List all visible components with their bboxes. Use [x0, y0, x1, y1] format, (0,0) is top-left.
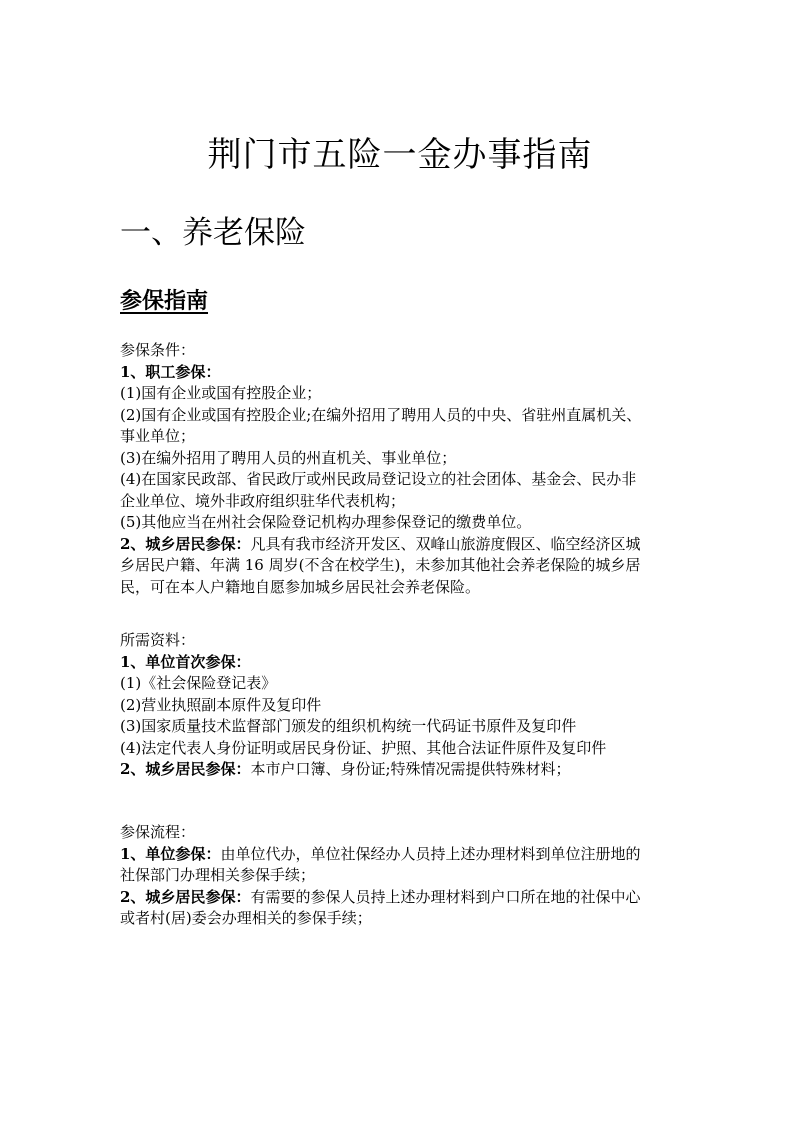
resident-enrollment-label: 2、城乡居民参保： [120, 534, 251, 553]
unit-first-enrollment-label: 1、单位首次参保： [120, 652, 251, 671]
conditions-section [120, 340, 685, 598]
resident-condition-text-3: 民，可在本人户籍地自愿参加城乡居民社会养老保险。 [120, 577, 481, 596]
resident-process-line-1 [120, 887, 685, 909]
unit-process-line-1 [120, 844, 685, 866]
material-item-3: (3)国家质量技术监督部门颁发的组织机构统一代码证书原件及复印件 [120, 717, 577, 735]
unit-process-text-2: 社保部门办理相关参保手续； [120, 866, 316, 884]
resident-condition-line-1 [120, 534, 685, 556]
condition-item-2: (2)国有企业或国有控股企业;在编外招用了聘用人员的中央、省驻州直属机关、 [120, 405, 642, 424]
resident-process-text-2: 或者村(居)委会办理相关的参保手续； [120, 909, 372, 927]
resident-materials-line [120, 759, 685, 781]
material-item-4: (4)法定代表人身份证明或居民身份证、护照、其他合法证件原件及复印件 [120, 738, 607, 757]
subheading-enrollment-guide: 参保指南 [120, 288, 209, 314]
condition-item-5: (5)其他应当在州社会保险登记机构办理参保登记的缴费单位。 [120, 513, 532, 531]
condition-item-2-cont: 事业单位； [120, 427, 196, 445]
section-heading-pension: 一、养老保险 [120, 215, 306, 251]
process-heading: 参保流程： [120, 823, 196, 841]
resident-process-text-1: 有需要的参保人员持上述办理材料到户口所在地的社保中心 [250, 887, 641, 906]
condition-item-3: (3)在编外招用了聘用人员的州直机关、事业单位； [120, 448, 457, 467]
document-title: 荆门市五险一金办事指南 [207, 135, 593, 175]
materials-section [120, 630, 685, 781]
condition-item-1: (1)国有企业或国有控股企业； [120, 384, 322, 402]
unit-process-text-1: 由单位代办，单位社保经办人员持上述办理材料到单位注册地的 [220, 844, 641, 863]
employee-enrollment-label: 1、职工参保： [120, 362, 221, 381]
resident-process-label: 2、城乡居民参保： [120, 887, 251, 906]
condition-item-4-cont: 企业单位、境外非政府组织驻华代表机构； [120, 491, 406, 510]
material-item-1: (1)《社会保险登记表》 [120, 674, 277, 692]
conditions-heading: 参保条件： [120, 341, 196, 359]
resident-materials-text: 本市户口簿、身份证;特殊情况需提供特殊材料； [250, 760, 571, 778]
material-item-2: (2)营业执照副本原件及复印件 [120, 695, 322, 714]
condition-item-4: (4)在国家民政部、省民政厅或州民政局登记设立的社会团体、基金会、民办非 [120, 470, 637, 488]
materials-heading: 所需资料： [120, 631, 196, 649]
resident-materials-label: 2、城乡居民参保： [120, 760, 251, 778]
process-section [120, 822, 685, 930]
resident-condition-text-1: 凡具有我市经济开发区、双峰山旅游度假区、临空经济区城 [250, 534, 641, 553]
resident-condition-text-2: 乡居民户籍、年满 16 周岁(不含在校学生)，未参加其他社会养老保险的城乡居 [120, 556, 641, 574]
unit-process-label: 1、单位参保： [120, 844, 221, 863]
